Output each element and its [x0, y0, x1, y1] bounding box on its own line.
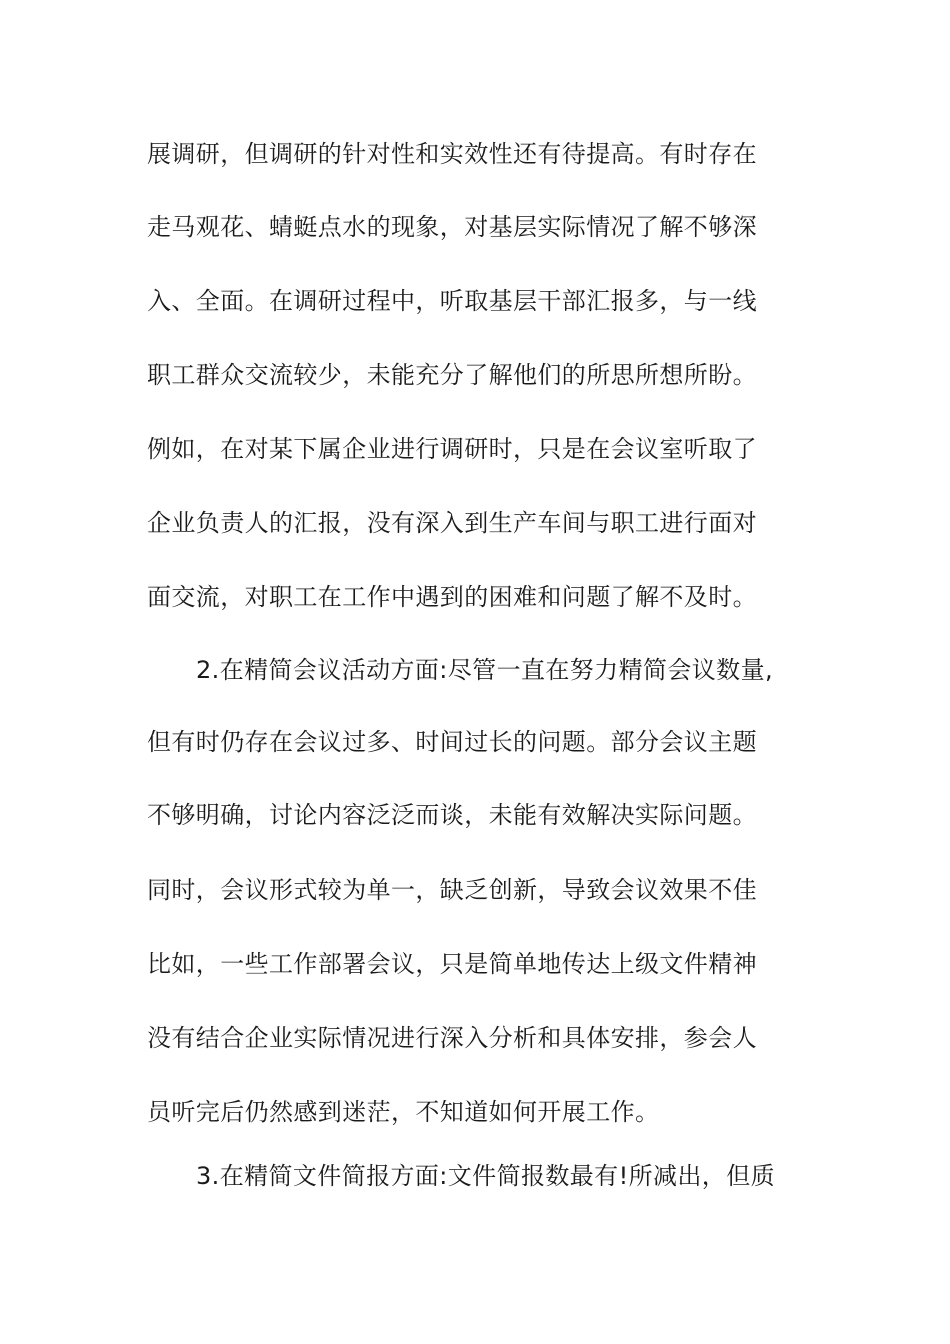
text-line: 同时，会议形式较为单一，缺乏创新，导致会议效果不佳	[147, 876, 757, 904]
text-line: 企业负责人的汇报，没有深入到生产车间与职工进行面对	[147, 509, 757, 537]
text-line: 比如，一些工作部署会议，只是简单地传达上级文件精神	[147, 950, 757, 978]
text-line: 走马观花、蜻蜓点水的现象，对基层实际情况了解不够深	[147, 213, 757, 241]
text-line: 职工群众交流较少，未能充分了解他们的所思所想所盼。	[147, 361, 757, 389]
text-line: 没有结合企业实际情况进行深入分析和具体安排，参会人	[147, 1024, 757, 1052]
text-line: 入、全面。在调研过程中，听取基层干部汇报多，与一线	[147, 287, 757, 315]
text-line: 展调研，但调研的针对性和实效性还有待提高。有时存在	[147, 140, 757, 168]
paragraph-heading-2: 2.在精简会议活动方面:尽管一直在努力精简会议数量,	[196, 656, 774, 684]
text-line: 不够明确，讨论内容泛泛而谈，未能有效解决实际问题。	[147, 801, 757, 829]
text-line: 但有时仍存在会议过多、时间过长的问题。部分会议主题	[147, 728, 757, 756]
text-line: 例如，在对某下属企业进行调研时，只是在会议室听取了	[147, 435, 757, 463]
paragraph-heading-3: 3.在精简文件简报方面:文件简报数最有!所减出，但质	[196, 1162, 776, 1190]
text-line: 面交流，对职工在工作中遇到的困难和问题了解不及时。	[147, 583, 757, 611]
text-line: 员听完后仍然感到迷茫，不知道如何开展工作。	[147, 1098, 660, 1126]
